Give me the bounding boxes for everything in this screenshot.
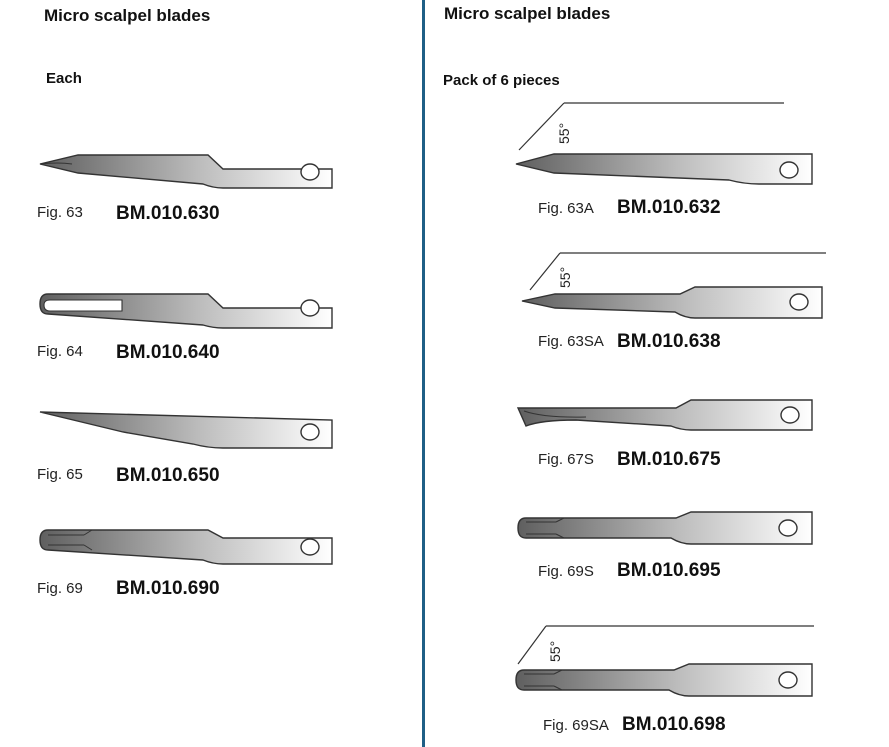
fig-label-67s: Fig. 67S (538, 451, 594, 468)
blade-67s-icon (516, 398, 818, 438)
left-subtitle: Each (46, 70, 82, 87)
product-code-69: BM.010.690 (116, 578, 220, 599)
fig-label-65: Fig. 65 (37, 466, 83, 483)
blade-63sa-icon (520, 250, 830, 325)
product-code-63: BM.010.630 (116, 203, 220, 224)
angle-label-69sa: 55° (547, 640, 563, 662)
product-code-69sa: BM.010.698 (622, 714, 726, 735)
blade-63-icon (38, 152, 338, 192)
fig-label-63a: Fig. 63A (538, 200, 594, 217)
product-code-67s: BM.010.675 (617, 449, 721, 470)
blade-69sa-icon (514, 622, 824, 702)
fig-label-69s: Fig. 69S (538, 563, 594, 580)
left-title: Micro scalpel blades (44, 6, 211, 25)
product-code-63a: BM.010.632 (617, 197, 721, 218)
product-code-69s: BM.010.695 (617, 560, 721, 581)
right-subtitle: Pack of 6 pieces (443, 72, 560, 89)
fig-label-64: Fig. 64 (37, 343, 83, 360)
blade-69s-icon (516, 510, 818, 550)
fig-label-63sa: Fig. 63SA (538, 333, 604, 350)
angle-label-63sa: 55° (557, 266, 573, 288)
column-divider (422, 0, 425, 747)
product-code-65: BM.010.650 (116, 465, 220, 486)
blade-64-icon (38, 292, 338, 332)
fig-label-69: Fig. 69 (37, 580, 83, 597)
product-code-63sa: BM.010.638 (617, 331, 721, 352)
blade-69-icon (38, 526, 338, 571)
angle-label-63a: 55° (556, 122, 572, 144)
blade-63a-icon (514, 98, 824, 190)
right-title: Micro scalpel blades (444, 4, 611, 23)
fig-label-63: Fig. 63 (37, 204, 83, 221)
blade-65-icon (38, 410, 338, 455)
product-code-64: BM.010.640 (116, 342, 220, 363)
fig-label-69sa: Fig. 69SA (543, 717, 609, 734)
